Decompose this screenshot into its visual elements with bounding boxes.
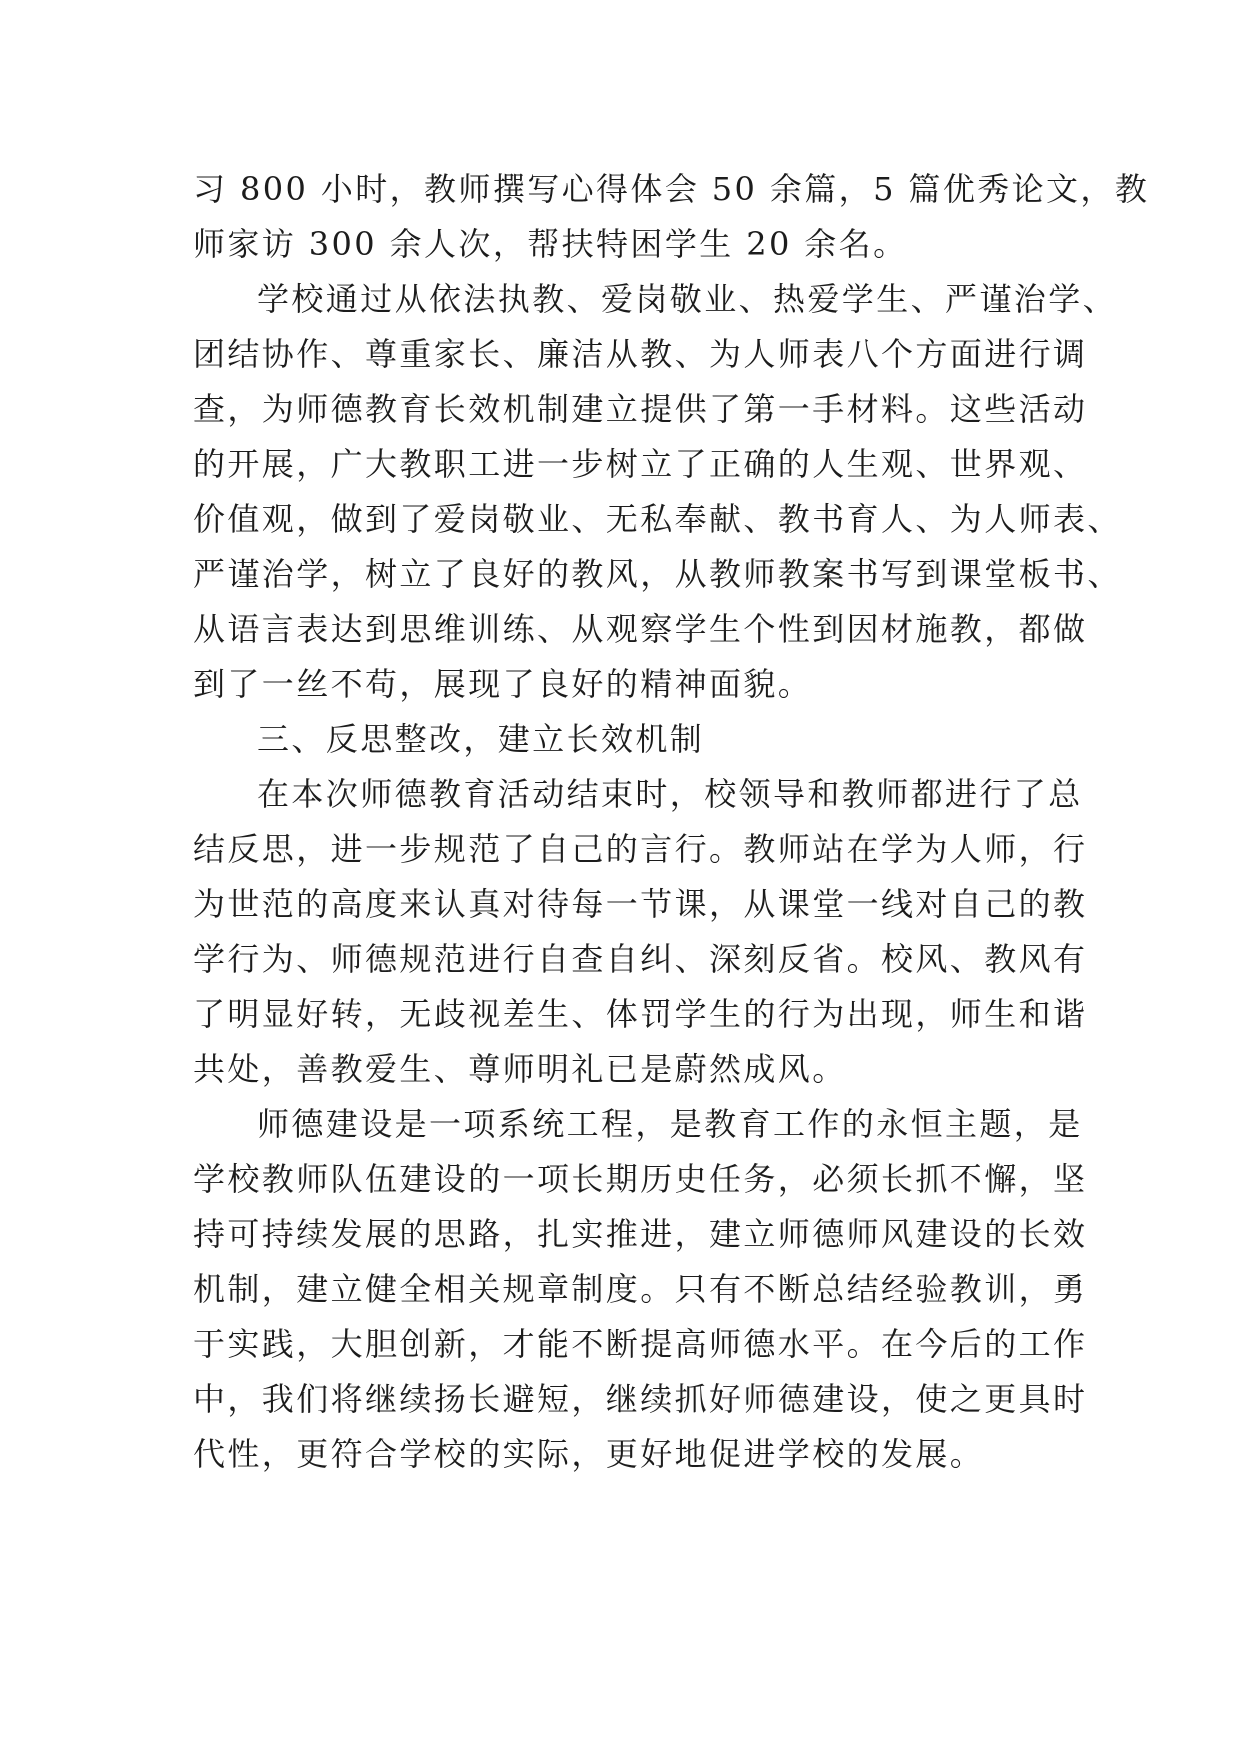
text-line: 共处，善教爱生、尊师明礼已是蔚然成风。 — [193, 1050, 847, 1088]
text-line: 到了一丝不苟，展现了良好的精神面貌。 — [193, 665, 813, 703]
text-line: 严谨治学，树立了良好的教风，从教师教案书写到课堂板书、 — [193, 555, 1122, 593]
text-line: 机制，建立健全相关规章制度。只有不断总结经验教训，勇 — [193, 1270, 1088, 1308]
text-line: 为世范的高度来认真对待每一节课，从课堂一线对自己的教 — [193, 885, 1088, 923]
text-line: 价值观，做到了爱岗敬业、无私奉献、教书育人、为人师表、 — [193, 500, 1122, 538]
text-line: 学校教师队伍建设的一项长期历史任务，必须长抓不懈，坚 — [193, 1160, 1088, 1198]
section-heading: 三、反思整改，建立长效机制 — [257, 720, 705, 758]
text-line: 习 800 小时，教师撰写心得体会 50 余篇，5 篇优秀论文，教 — [193, 170, 1150, 208]
text-line: 于实践，大胆创新，才能不断提高师德水平。在今后的工作 — [193, 1325, 1088, 1363]
paragraph-start-line: 师德建设是一项系统工程，是教育工作的永恒主题，是 — [257, 1105, 1083, 1143]
text-line: 师家访 300 余人次，帮扶特困学生 20 余名。 — [193, 225, 908, 263]
text-line: 学行为、师德规范进行自查自纠、深刻反省。校风、教风有 — [193, 940, 1088, 978]
text-line: 中，我们将继续扬长避短，继续抓好师德建设，使之更具时 — [193, 1380, 1088, 1418]
text-line: 代性，更符合学校的实际，更好地促进学校的发展。 — [193, 1435, 985, 1473]
text-line: 持可持续发展的思路，扎实推进，建立师德师风建设的长效 — [193, 1215, 1088, 1253]
paragraph-start-line: 在本次师德教育活动结束时，校领导和教师都进行了总 — [257, 775, 1083, 813]
text-line: 了明显好转，无歧视差生、体罚学生的行为出现，师生和谐 — [193, 995, 1088, 1033]
text-line: 从语言表达到思维训练、从观察学生个性到因材施教，都做 — [193, 610, 1088, 648]
text-line: 团结协作、尊重家长、廉洁从教、为人师表八个方面进行调 — [193, 335, 1088, 373]
paragraph-start-line: 学校通过从依法执教、爱岗敬业、热爱学生、严谨治学、 — [257, 280, 1118, 318]
text-line: 的开展，广大教职工进一步树立了正确的人生观、世界观、 — [193, 445, 1088, 483]
text-line: 查，为师德教育长效机制建立提供了第一手材料。这些活动 — [193, 390, 1088, 428]
text-line: 结反思，进一步规范了自己的言行。教师站在学为人师，行 — [193, 830, 1088, 868]
